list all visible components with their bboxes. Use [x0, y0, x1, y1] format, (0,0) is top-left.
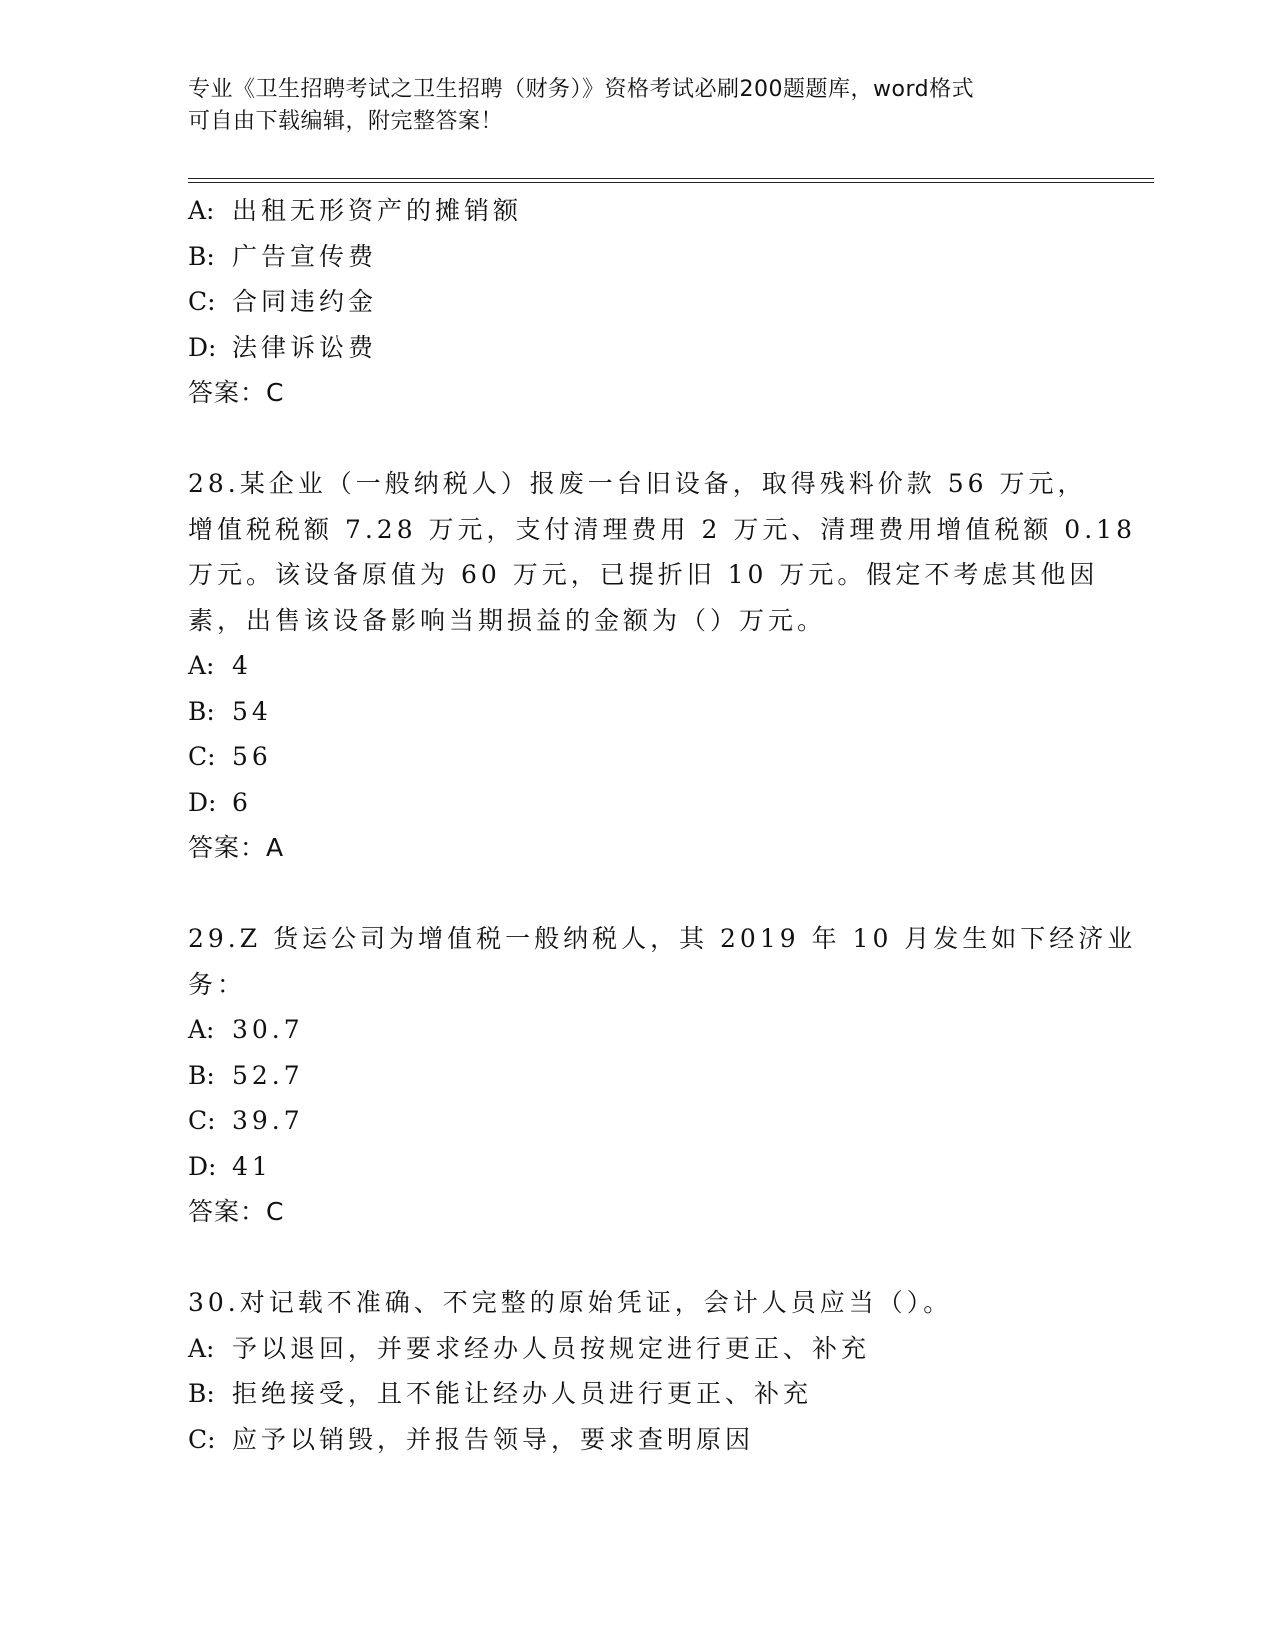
option-a [188, 188, 1088, 234]
option-text: 56 [232, 742, 272, 771]
option-text: 拒绝接受，且不能让经办人员进行更正、补充 [232, 1379, 813, 1408]
option-c [188, 734, 1088, 780]
question-text-line: 素，出售该设备影响当期损益的金额为（）万元。 [188, 605, 827, 635]
option-text: 广告宣传费 [232, 241, 378, 271]
option-d [188, 325, 1088, 371]
document-header [188, 74, 1088, 138]
option-label: B: [188, 1379, 215, 1408]
option-label: C: [188, 742, 216, 771]
option-b [188, 1053, 1088, 1099]
spacer [188, 871, 1088, 917]
question-28-block [188, 461, 1136, 871]
header-divider-bottom [188, 182, 1154, 183]
option-text: 30.7 [232, 1015, 304, 1044]
question-29-block [188, 916, 1137, 1235]
header-divider-top [188, 178, 1154, 179]
document-body [188, 188, 1137, 1462]
option-text: 4 [232, 651, 252, 680]
option-text: 54 [232, 696, 272, 726]
option-text: 出租无形资产的摊销额 [232, 196, 523, 225]
question-text-line: 增值税税额 7.28 万元，支付清理费用 2 万元、清理费用增值税额 0.18 [188, 514, 1136, 544]
option-b [188, 234, 1088, 280]
option-text: 6 [232, 787, 252, 817]
option-label: C: [188, 287, 216, 316]
option-a [188, 1007, 1088, 1053]
option-label: B: [188, 696, 215, 726]
question-text-line: 30.对记载不准确、不完整的原始凭证，会计人员应当（）。 [188, 1288, 953, 1317]
header-line-1: 专业《卫生招聘考试之卫生招聘（财务）》资格考试必刷200题题库，word格式 [188, 77, 975, 102]
question-text-line: 29.Z 货运公司为增值税一般纳税人，其 2019 年 10 月发生如下经济业 [188, 924, 1137, 953]
question-text-line: 务： [188, 969, 247, 999]
option-d [188, 1144, 1088, 1190]
header-line-2: 可自由下载编辑，附完整答案！ [188, 109, 504, 134]
answer-line: 答案：C [188, 1197, 285, 1226]
question-text-line: 万元。该设备原值为 60 万元，已提折旧 10 万元。假定不考虑其他因 [188, 560, 1099, 589]
option-a [188, 643, 1088, 689]
option-c [188, 279, 1088, 325]
option-text: 予以退回，并要求经办人员按规定进行更正、补充 [232, 1333, 871, 1363]
option-label: C: [188, 1424, 216, 1454]
question-27-block [188, 188, 1088, 416]
option-label: B: [188, 241, 215, 271]
spacer [188, 1235, 1088, 1281]
spacer [188, 416, 1088, 462]
answer-line: 答案：C [188, 378, 285, 407]
option-c [188, 1098, 1088, 1144]
option-label: D: [188, 787, 217, 817]
answer-line: 答案：A [188, 833, 285, 862]
option-label: D: [188, 332, 217, 362]
option-text: 应予以销毁，并报告领导，要求查明原因 [232, 1424, 755, 1454]
option-label: A: [188, 196, 215, 225]
option-b [188, 689, 1088, 735]
option-d [188, 780, 1088, 826]
option-text: 39.7 [232, 1106, 304, 1135]
option-c [188, 1417, 1088, 1463]
question-text-line: 28.某企业（一般纳税人）报废一台旧设备，取得残料价款 56 万元， [188, 469, 1087, 498]
question-30-block [188, 1280, 1088, 1462]
option-text: 法律诉讼费 [232, 332, 378, 362]
option-text: 合同违约金 [232, 287, 378, 316]
option-label: A: [188, 1333, 215, 1363]
option-label: B: [188, 1060, 215, 1090]
option-b [188, 1371, 1088, 1417]
option-a [188, 1326, 1088, 1372]
option-text: 41 [232, 1151, 272, 1181]
option-label: D: [188, 1151, 217, 1181]
option-label: C: [188, 1106, 216, 1135]
option-label: A: [188, 1015, 215, 1044]
option-label: A: [188, 651, 215, 680]
option-text: 52.7 [232, 1060, 304, 1090]
